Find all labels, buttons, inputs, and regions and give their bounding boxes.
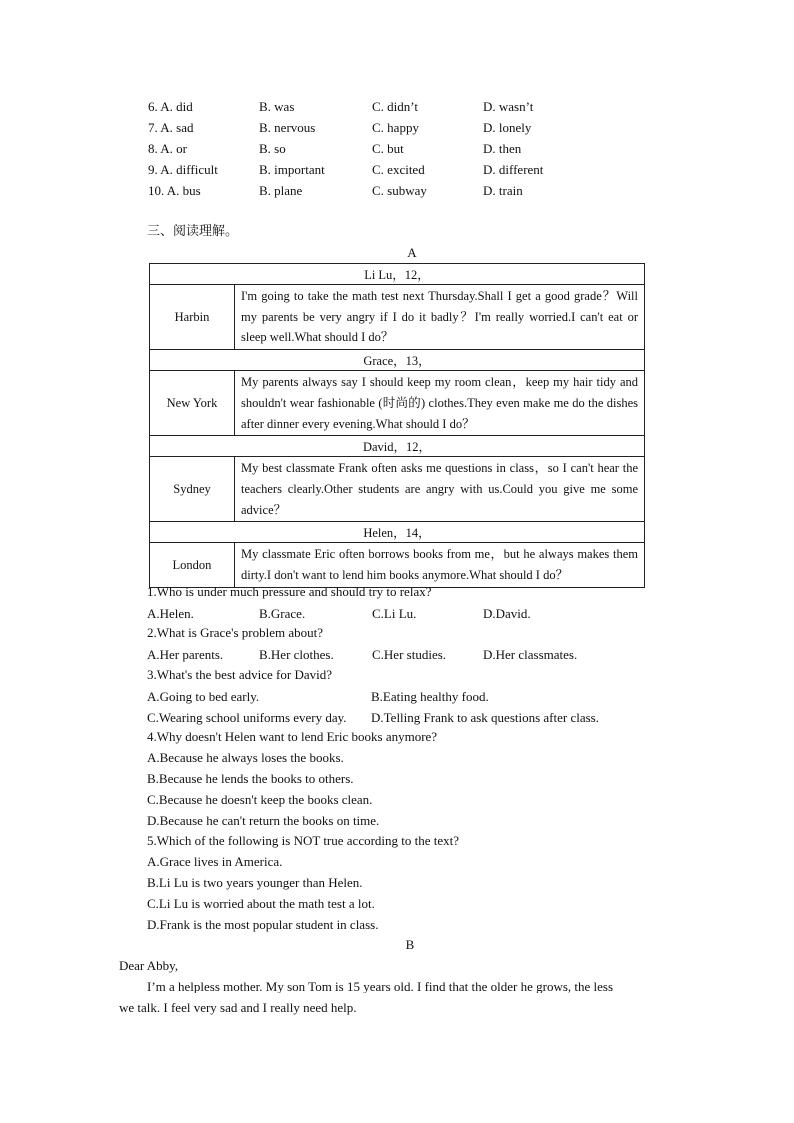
table-row xyxy=(150,371,645,436)
answer-option: A.Her parents. xyxy=(147,647,224,662)
question-3: 3.What's the best advice for David? xyxy=(147,667,332,682)
answer-option: A.Grace lives in America. xyxy=(147,854,283,869)
table-row xyxy=(150,457,645,522)
person-name: Grace，13， xyxy=(150,350,645,371)
table-row xyxy=(150,543,645,587)
table-row xyxy=(150,350,645,371)
answer-option: A.Helen. xyxy=(147,606,194,621)
person-name: David，12， xyxy=(150,436,645,457)
option-a: 7. A. sad xyxy=(148,120,194,135)
person-name: Li Lu，12， xyxy=(150,264,645,285)
answer-option: B.Grace. xyxy=(259,606,306,621)
person-city: London xyxy=(150,543,235,587)
person-city: Harbin xyxy=(150,285,235,350)
option-d: D. train xyxy=(483,183,523,198)
option-a: 6. A. did xyxy=(148,99,193,114)
option-c: C. but xyxy=(372,141,404,156)
option-d: D. wasn’t xyxy=(483,99,534,114)
person-problem: I'm going to take the math test next Thursday.Shall I get a good grade？Will my parents be very angry if I do it badly？I'm really worried.I can't eat or sleep well.What should I do？ xyxy=(235,285,645,350)
option-d: D. then xyxy=(483,141,522,156)
passage-a-label: A xyxy=(407,245,417,260)
answer-option: B.Li Lu is two years younger than Helen. xyxy=(147,875,363,890)
answer-option: C.Her studies. xyxy=(372,647,447,662)
question-2: 2.What is Grace's problem about? xyxy=(147,625,323,640)
answer-option: D.Because he can't return the books on time. xyxy=(147,813,380,828)
answer-option: D.Frank is the most popular student in class. xyxy=(147,917,379,932)
table-row xyxy=(150,436,645,457)
answer-option: B.Because he lends the books to others. xyxy=(147,771,354,786)
option-d: D. different xyxy=(483,162,544,177)
option-c: C. subway xyxy=(372,183,427,198)
option-a: 8. A. or xyxy=(148,141,187,156)
answer-option: D.Her classmates. xyxy=(483,647,578,662)
table-row xyxy=(150,522,645,543)
option-b: B. was xyxy=(259,99,295,114)
option-b: B. nervous xyxy=(259,120,316,135)
option-a: 10. A. bus xyxy=(148,183,201,198)
answer-option: A.Going to bed early. xyxy=(147,689,260,704)
answer-option: C.Because he doesn't keep the books clean. xyxy=(147,792,373,807)
option-c: C. excited xyxy=(372,162,425,177)
option-c: C. didn’t xyxy=(372,99,418,114)
table-row xyxy=(150,285,645,350)
person-problem: My classmate Eric often borrows books from me，but he always makes them dirty.I don't want to lend him books anymore.What should I do？ xyxy=(235,543,645,587)
answer-option: D.David. xyxy=(483,606,531,621)
person-city: Sydney xyxy=(150,457,235,522)
option-b: B. so xyxy=(259,141,286,156)
option-b: B. plane xyxy=(259,183,303,198)
answer-option: C.Wearing school uniforms every day. xyxy=(147,710,347,725)
person-city: New York xyxy=(150,371,235,436)
question-1: 1.Who is under much pressure and should try to relax? xyxy=(147,584,432,599)
person-name: Helen，14， xyxy=(150,522,645,543)
answer-option: D.Telling Frank to ask questions after class. xyxy=(371,710,599,725)
person-problem: My best classmate Frank often asks me questions in class，so I can't hear the teachers clearly.Other students are angry with us.Could you give me some advice？ xyxy=(235,457,645,522)
answer-option: A.Because he always loses the books. xyxy=(147,750,344,765)
letter-paragraph-line: I’m a helpless mother. My son Tom is 15 years old. I find that the older he grows, the less xyxy=(147,980,614,993)
passage-b-label: B xyxy=(405,937,415,952)
table-row xyxy=(150,264,645,285)
letter-paragraph-line: we talk. I feel very sad and I really need help. xyxy=(119,1000,357,1015)
option-a: 9. A. difficult xyxy=(148,162,218,177)
option-c: C. happy xyxy=(372,120,419,135)
question-5: 5.Which of the following is NOT true according to the text? xyxy=(147,833,460,848)
answer-option: B.Eating healthy food. xyxy=(371,689,489,704)
person-problem: My parents always say I should keep my room clean，keep my hair tidy and shouldn't wear fashionable (时尚的) clothes.They even make me do the dishes after dinner every evening.What should I do？ xyxy=(235,371,645,436)
answer-option: C.Li Lu is worried about the math test a lot. xyxy=(147,896,375,911)
answer-option: B.Her clothes. xyxy=(259,647,334,662)
option-d: D. lonely xyxy=(483,120,532,135)
letter-greeting: Dear Abby, xyxy=(119,958,179,973)
option-b: B. important xyxy=(259,162,325,177)
question-4: 4.Why doesn't Helen want to lend Eric books anymore? xyxy=(147,729,438,744)
section-heading: 三、阅读理解。 xyxy=(147,224,239,239)
answer-option: C.Li Lu. xyxy=(372,606,417,621)
advice-table xyxy=(149,263,645,588)
